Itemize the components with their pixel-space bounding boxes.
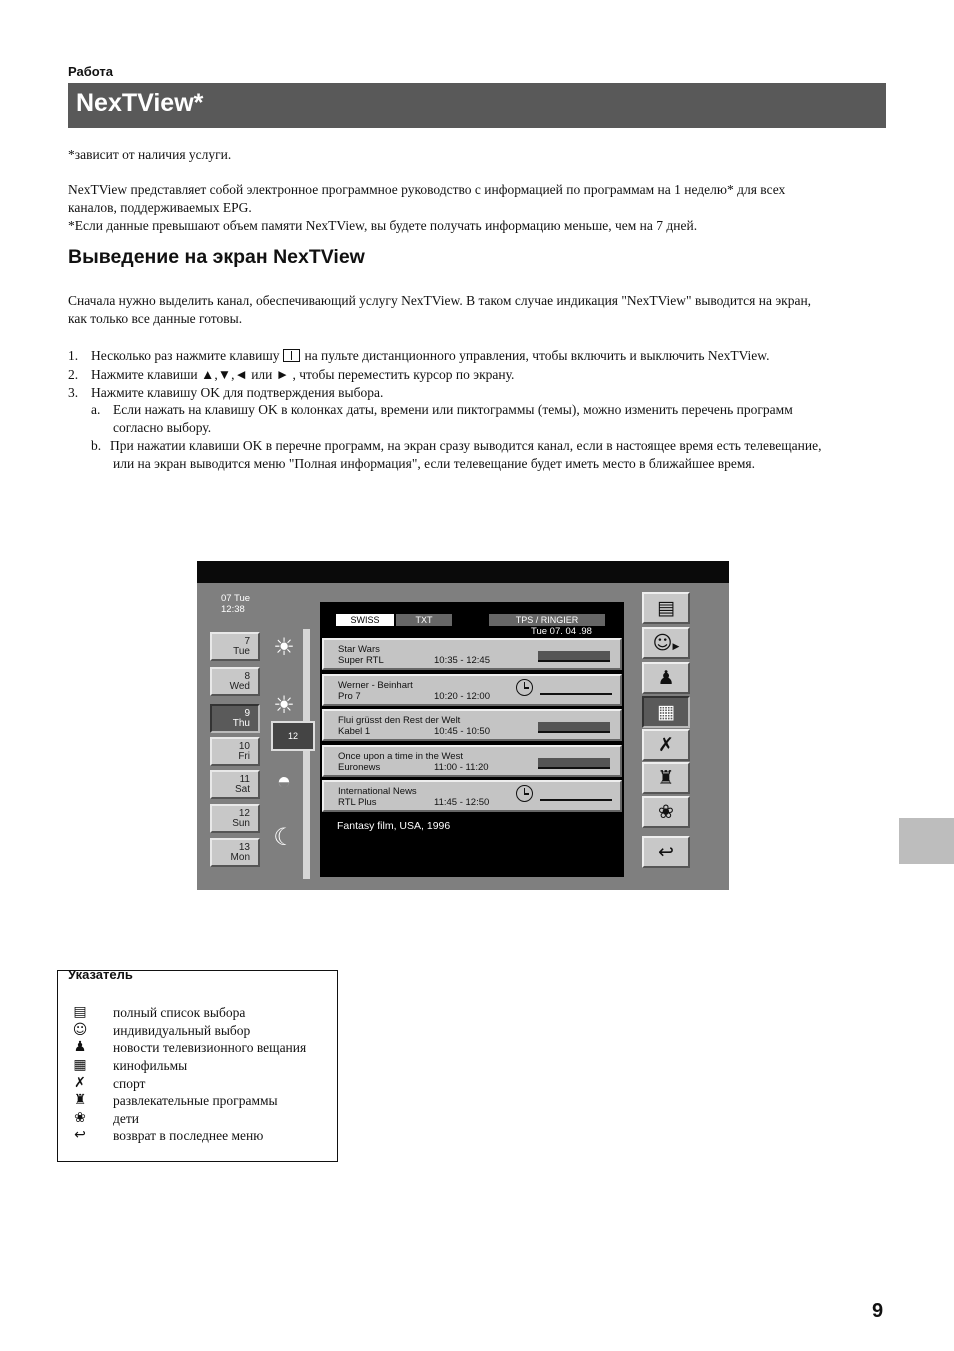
sub-a-label: a. [91, 402, 101, 417]
side-tab [899, 818, 954, 864]
news-icon: ♟ [73, 1039, 87, 1055]
step-1-number: 1. [68, 348, 79, 363]
sub-a-line-1: Если нажать на клавишу OK в колонках даты, времени или пиктограммы (темы), можно изменить перечень программ [113, 402, 793, 417]
intro-line-3: *Если данные превышают объем памяти NexTView, вы будете получать информацию меньше, чем на 7 дней. [68, 218, 698, 233]
sub-b-line-1: При нажатии клавиши OK в перечне программ, на экран сразу выводится канал, если в настоящее время есть телевещание, [110, 438, 822, 453]
para-line-1: Сначала нужно выделить канал, обеспечивающий услугу NexTView. В таком случае индикация "NexTView" выводится на экран, [68, 293, 812, 308]
step-1-text-post: на пульте дистанционного управления, чтобы включить и выключить NexTView. [304, 348, 770, 363]
noon-icon[interactable]: ☀ [273, 693, 295, 719]
hour-selector[interactable]: 12 [271, 721, 315, 751]
legend-item-full-list: полный список выбора [113, 1005, 246, 1020]
nextview-button-icon [283, 349, 300, 362]
intro-line-1: NexTView представляет собой электронное программное руководство с информацией по программам на 1 неделю* для всех [68, 182, 786, 197]
legend-item-entertainment: развлекательные программы [113, 1093, 278, 1108]
program-row-3[interactable]: Flui grüsst den Rest der Welt Kabel 1 10:45 - 10:50 [322, 709, 622, 741]
day-12[interactable]: 12 Sun [210, 804, 260, 833]
sport-icon: ✗ [74, 1075, 86, 1091]
sport-icon[interactable]: ✗ [642, 729, 690, 761]
legend-item-kids: дети [113, 1111, 139, 1126]
entertainment-icon: ♜ [73, 1092, 87, 1108]
step-2-text: Нажмите клавиши ▲,▼,◄ или ► , чтобы переместить курсор по экрану. [91, 367, 515, 382]
smiley-icon: ☺ [72, 1022, 88, 1038]
time-slider[interactable] [303, 629, 310, 879]
kids-icon: ❀ [74, 1110, 86, 1126]
program-row-1[interactable]: Star Wars Super RTL 10:35 - 12:45 [322, 638, 622, 670]
clock-icon [516, 785, 533, 802]
step-2-number: 2. [68, 367, 79, 382]
program-list [320, 602, 624, 877]
full-list-icon: ▤ [73, 1004, 87, 1020]
news-icon[interactable]: ♟ [642, 662, 690, 694]
kids-icon[interactable]: ❀ [642, 796, 690, 828]
program-row-5[interactable]: International News RTL Plus 11:45 - 12:50 [322, 780, 622, 812]
night-icon[interactable]: ☾ [273, 825, 295, 851]
sub-b-label: b. [91, 438, 102, 453]
sub-b-line-2: или на экран выводится меню "Полная информация", если телевещание будет иметь место в ближайшее время. [113, 456, 755, 471]
title-bar [68, 83, 886, 128]
entertainment-icon[interactable]: ♜ [642, 762, 690, 794]
page-title: NexTView* [76, 89, 204, 117]
progress-bar [538, 758, 610, 769]
program-row-2[interactable]: Werner - Beinhart Pro 7 10:20 - 12:00 [322, 674, 622, 706]
step-1 [91, 347, 891, 365]
morning-icon[interactable]: ☀ [273, 635, 295, 661]
tab-provider[interactable]: TPS / RINGIER [489, 614, 605, 626]
legend-item-individual: индивидуальный выбор [113, 1023, 251, 1038]
intro-line-2: каналов, поддерживаемых EPG. [68, 200, 252, 215]
legend-item-films: кинофильмы [113, 1058, 188, 1073]
progress-bar [538, 722, 610, 733]
step-3-text: Нажмите клавишу OK для подтверждения выбора. [91, 385, 384, 400]
screen-date: 07 Tue [221, 593, 251, 604]
sub-a-line-2: согласно выбору. [113, 420, 212, 435]
program-row-4[interactable]: Once upon a time in the West Euronews 11:00 - 11:20 [322, 745, 622, 777]
page-number: 9 [872, 1300, 884, 1322]
day-11[interactable]: 11 Sat [210, 770, 260, 799]
legend-item-news: новости телевизионного вещания [113, 1040, 307, 1055]
tab-txt[interactable]: TXT [396, 614, 452, 626]
day-8[interactable]: 8 Wed [210, 667, 260, 696]
tab-swiss[interactable]: SWISS [336, 614, 394, 626]
return-icon: ↩ [74, 1127, 86, 1143]
program-info: Fantasy film, USA, 1996 [337, 820, 451, 832]
full-list-icon[interactable]: ▤ [642, 592, 690, 624]
day-9-selected[interactable]: 9 Thu [210, 704, 260, 733]
day-13[interactable]: 13 Mon [210, 838, 260, 867]
section-heading: Выведение на экран NexTView [68, 246, 365, 268]
day-7[interactable]: 7 Tue [210, 632, 260, 661]
film-icon[interactable]: ▦ [642, 696, 690, 728]
step-1-text-pre: Несколько раз нажмите клавишу [91, 348, 280, 363]
footnote: *зависит от наличия услуги. [68, 147, 232, 162]
evening-icon[interactable]: ◓ [276, 769, 292, 795]
progress-bar [538, 651, 610, 662]
legend-title: Указатель [68, 967, 133, 982]
smiley-icon[interactable]: ☺▶ [642, 627, 690, 659]
clock-icon [516, 679, 533, 696]
film-icon: ▦ [73, 1057, 87, 1073]
section-label: Работа [68, 64, 113, 79]
return-icon[interactable]: ↩ [642, 836, 690, 868]
day-10[interactable]: 10 Fri [210, 737, 260, 766]
legend-item-sport: спорт [113, 1076, 146, 1091]
para-line-2: как только все данные готовы. [68, 311, 243, 326]
screen-top-bar [197, 561, 729, 583]
list-date: Tue 07. 04 .98 [531, 626, 592, 637]
screen-time: 12:38 [221, 604, 245, 615]
legend-item-return: возврат в последнее меню [113, 1128, 264, 1143]
nextview-screen [197, 561, 729, 890]
step-3-number: 3. [68, 385, 79, 400]
